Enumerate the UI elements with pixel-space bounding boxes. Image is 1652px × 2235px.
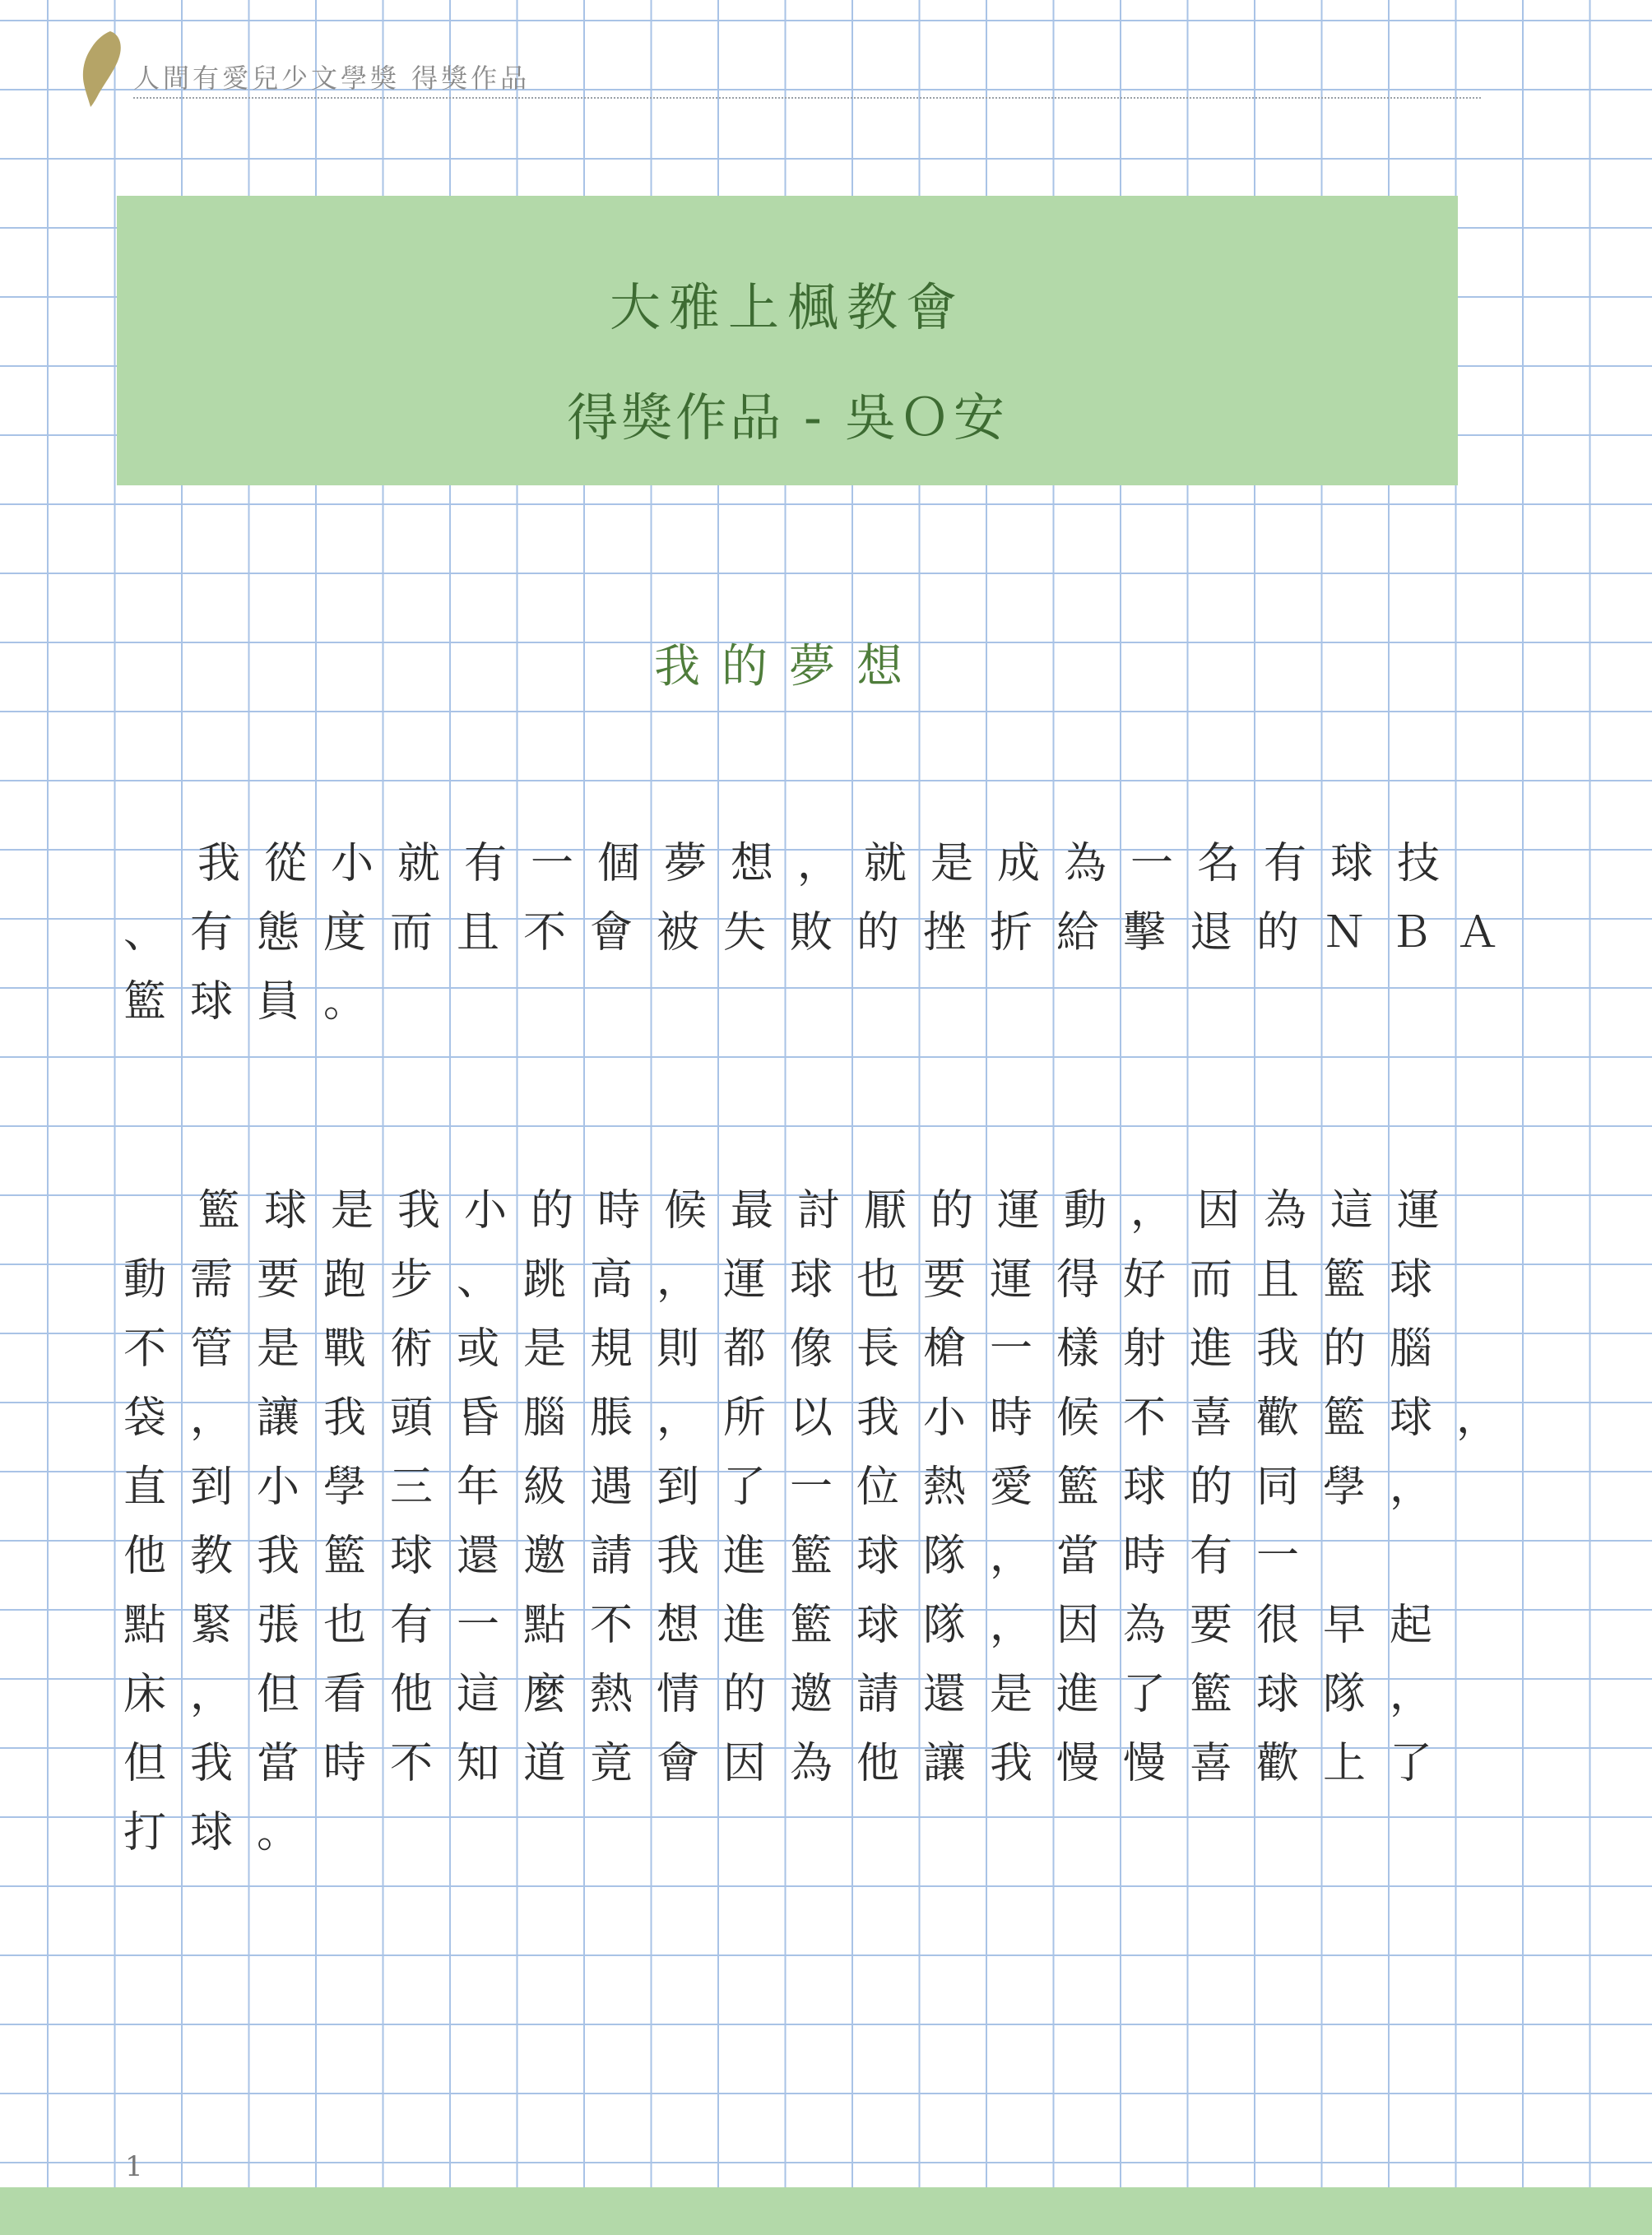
paragraph-line: 籃球是我小的時候最討厭的運動，因為這運 (197, 1186, 1464, 1236)
paragraph-line: 點緊張也有一點不想進籃球隊，因為要很早起 (123, 1601, 1457, 1650)
paragraph-line: 不管是戰術或是規則都像長槍一樣射進我的腦 (123, 1324, 1457, 1374)
footer-bar (0, 2187, 1652, 2235)
essay-paragraph-1 (123, 829, 1524, 1036)
page-number: 1 (125, 2150, 143, 2183)
paragraph-line: 床，但看他這麼熱情的邀請還是進了籃球隊， (123, 1670, 1457, 1719)
page-header (72, 30, 1481, 100)
paragraph-line: 他教我籃球還邀請我進籃球隊，當時有一 (123, 1532, 1324, 1581)
paragraph-line: 袋，讓我頭昏腦脹，所以我小時候不喜歡籃球， (123, 1393, 1524, 1443)
header-title: 人間有愛兒少文學獎 得獎作品 (133, 63, 531, 94)
essay-paragraph-2 (123, 1176, 1524, 1867)
paragraph-line: 直到小學三年級遇到了一位熱愛籃球的同學， (123, 1463, 1457, 1512)
paragraph-line: 籃球員。 (123, 977, 391, 1027)
essay-title: 我的夢想 (654, 640, 924, 693)
award-author: 得獎作品 - 吳Ｏ安 (567, 387, 1008, 447)
paragraph-line: 、有態度而且不會被失敗的挫折給擊退的ＮＢＡ (123, 908, 1524, 958)
paragraph-line: 動需要跑步、跳高，運球也要運得好而且籃球 (123, 1255, 1457, 1305)
header-divider (133, 97, 1481, 99)
church-name: 大雅上楓教會 (609, 277, 965, 337)
paragraph-line: 但我當時不知道竟會因為他讓我慢慢喜歡上了 (123, 1739, 1457, 1788)
paragraph-line: 我從小就有一個夢想，就是成為一名有球技 (197, 839, 1464, 888)
title-banner (117, 196, 1458, 485)
taiwan-leaf-icon (77, 30, 127, 109)
paragraph-line: 打球。 (123, 1808, 324, 1857)
